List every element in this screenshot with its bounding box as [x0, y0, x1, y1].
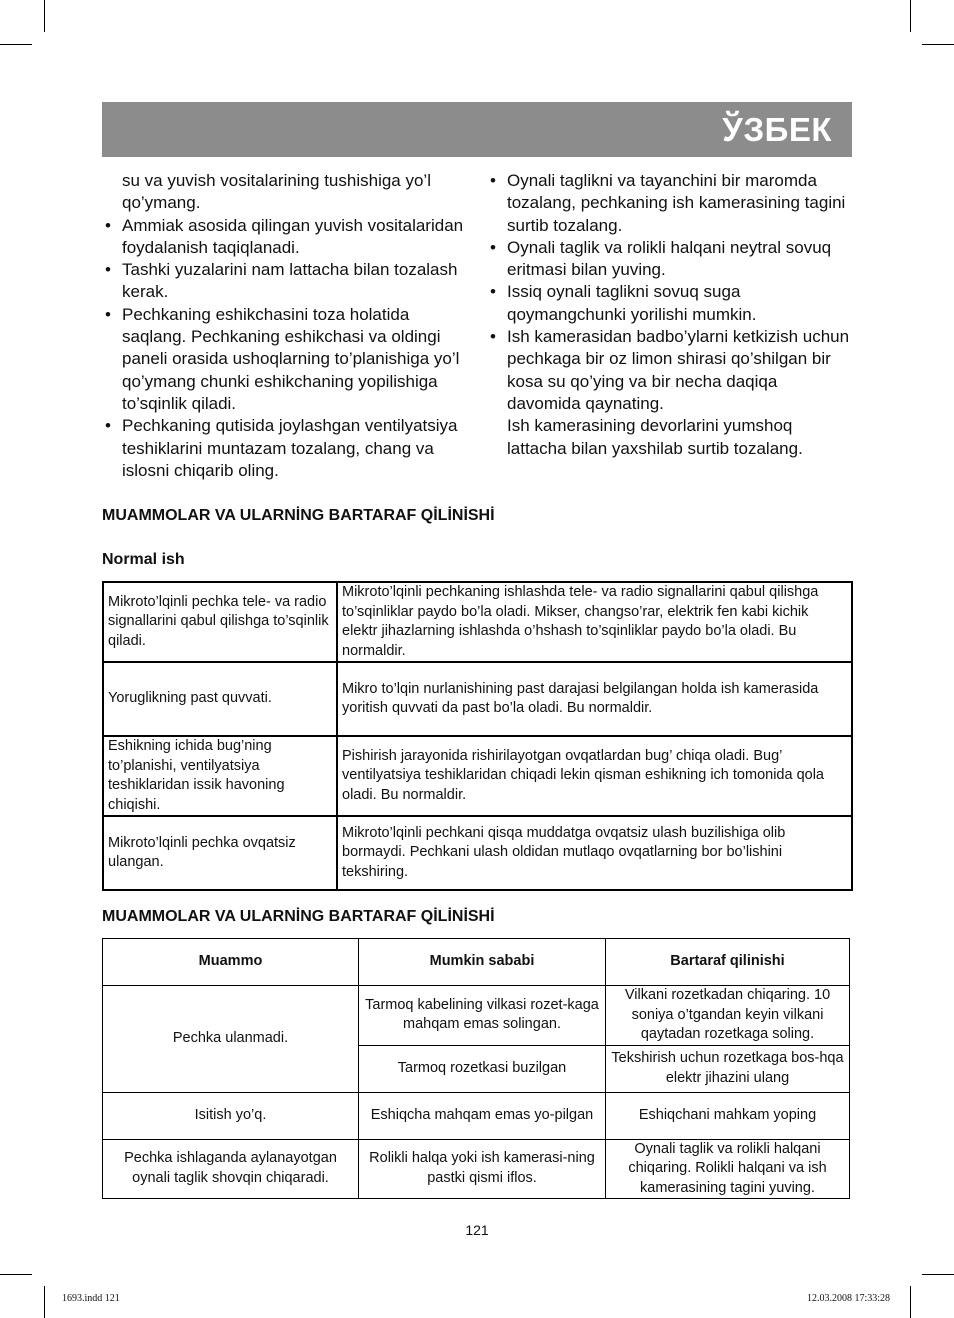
explanation-cell: Mikroto’lqinli pechkaning ishlashda tele- va radio signallarini qabul qilishga to’sqinliklar paydo bo’la oladi. Mikser, changso’rar, elektrik fen kabi kichik elektr jihazlarning ishlashda o’hshash to’sqinliklar paydo bo’la oladi. Bu normaldir.	[337, 582, 852, 662]
crop-mark	[922, 44, 954, 45]
column-header: Mumkin sababi	[359, 939, 606, 986]
situation-cell: Yoruglikning past quvvati.	[103, 662, 337, 736]
column-header: Bartaraf qilinishi	[606, 939, 850, 986]
continuation-text: Ish kamerasining devorlarini yumshoq lattacha bilan yaxshilab surtib tozalang.	[507, 416, 803, 458]
problem-cell: Pechka ishlaganda aylanayotgan oynali taglik shovqin chiqaradi.	[103, 1139, 359, 1199]
print-slug-file: 1693.indd 121	[62, 1293, 120, 1304]
section-heading: MUAMMOLAR VA ULARNİNG BARTARAF QİLİNİSHİ	[102, 507, 495, 524]
list-item: • Ammiak asosida qilingan yuvish vositalaridan foydalanish taqiqlanadi.	[102, 215, 472, 260]
table-row	[103, 816, 852, 890]
print-slug-date: 12.03.2008 17:33:28	[806, 1293, 890, 1304]
table-row	[103, 582, 852, 662]
situation-cell: Mikroto’lqinli pechka tele- va radio signallarini qabul qilishga to’sqinlik qiladi.	[103, 582, 337, 662]
crop-mark	[0, 1274, 32, 1275]
list-item: • Pechkaning eshikchasini toza holatida saqlang. Pechkaning eshikchasi va oldingi paneli orasida ushoqlarning to’planishiga yo’l qo’ymang chunki eshikchaning yopilishiga to’sqinlik qiladi.	[102, 304, 472, 415]
language-title: ЎЗБЕК	[722, 111, 832, 148]
situation-cell: Eshikning ichida bug’ning to’planishi, ventilyatsiya teshiklaridan issik havoning chiqishi.	[103, 736, 337, 816]
cause-cell: Tarmoq kabelining vilkasi rozet-kaga mahqam emas solingan.	[359, 986, 606, 1046]
crop-mark	[922, 1274, 954, 1275]
problem-cell: Isitish yo’q.	[103, 1092, 359, 1139]
table-row	[103, 1139, 850, 1199]
left-text-column	[102, 170, 472, 482]
crop-mark	[910, 1286, 911, 1318]
list-item: • Pechkaning qutisida joylashgan ventilyatsiya teshiklarini muntazam tozalang, chang va islosni chiqarib oling.	[102, 415, 472, 482]
crop-mark	[0, 44, 32, 45]
list-item: • Issiq oynali taglikni sovuq suga qoymangchunki yorilishi mumkin.	[487, 281, 852, 326]
table-row	[103, 736, 852, 816]
fix-cell: Tekshirish uchun rozetkaga bos-hqa elektr jihazini ulang	[606, 1045, 850, 1092]
fix-cell: Oynali taglik va rolikli halqani chiqaring. Rolikli halqani va ish kamerasining tagini yuving.	[606, 1139, 850, 1199]
right-text-column	[487, 170, 852, 460]
table-row	[103, 986, 850, 1046]
list-item: • Ish kamerasidan badbo’ylarni ketkizish uchun pechkaga bir oz limon shirasi qo’shilgan bir kosa su qo’ying va bir necha daqiqa davomida qaynating.	[487, 326, 852, 415]
crop-mark	[44, 1286, 45, 1318]
table-header-row	[103, 939, 850, 986]
fix-cell: Eshiqchani mahkam yoping	[606, 1092, 850, 1139]
explanation-cell: Mikro to’lqin nurlanishining past darajasi belgilangan holda ish kamerasida yoritish quvvati da past bo’la oladi. Bu normaldir.	[337, 662, 852, 736]
continuation-text: su va yuvish vositalarining tushishiga yo’l qo’ymang.	[122, 171, 431, 213]
crop-mark	[44, 0, 45, 32]
table-row	[103, 662, 852, 736]
section-heading: MUAMMOLAR VA ULARNİNG BARTARAF QİLİNİSHİ	[102, 908, 495, 925]
explanation-cell: Mikroto’lqinli pechkani qisqa muddatga ovqatsiz ulash buzilishiga olib bormaydi. Pechkani ulash oldidan mutlaqo ovqatlarning bor bo’lishini tekshiring.	[337, 816, 852, 890]
situation-cell: Mikroto’lqinli pechka ovqatsiz ulangan.	[103, 816, 337, 890]
troubleshooting-table	[102, 938, 850, 1199]
column-header: Muammo	[103, 939, 359, 986]
problem-cell: Pechka ulanmadi.	[103, 986, 359, 1093]
list-item: • Oynali taglikni va tayanchini bir maromda tozalang, pechkaning ish kamerasining tagini surtib tozalang.	[487, 170, 852, 237]
section-subheading: Normal ish	[102, 551, 185, 568]
language-header-bar	[102, 102, 852, 157]
page-number: 121	[465, 1222, 489, 1238]
list-item: • Tashki yuzalarini nam lattacha bilan tozalash kerak.	[102, 259, 472, 304]
crop-mark	[910, 0, 911, 32]
table-row	[103, 1092, 850, 1139]
cause-cell: Eshiqcha mahqam emas yo-pilgan	[359, 1092, 606, 1139]
fix-cell: Vilkani rozetkadan chiqaring. 10 soniya o’tgandan keyin vilkani qaytadan rozetkaga soling.	[606, 986, 850, 1046]
explanation-cell: Pishirish jarayonida rishirilayotgan ovqatlardan bug’ chiqa oladi. Bug’ ventilyatsiya teshiklaridan chiqadi lekin qisman eshikning ich tomonida qola oladi. Bu normaldir.	[337, 736, 852, 816]
list-item: • Oynali taglik va rolikli halqani neytral sovuq eritmasi bilan yuving.	[487, 237, 852, 282]
cause-cell: Rolikli halqa yoki ish kamerasi-ning pastki qismi iflos.	[359, 1139, 606, 1199]
cause-cell: Tarmoq rozetkasi buzilgan	[359, 1045, 606, 1092]
normal-operation-table	[102, 581, 853, 891]
